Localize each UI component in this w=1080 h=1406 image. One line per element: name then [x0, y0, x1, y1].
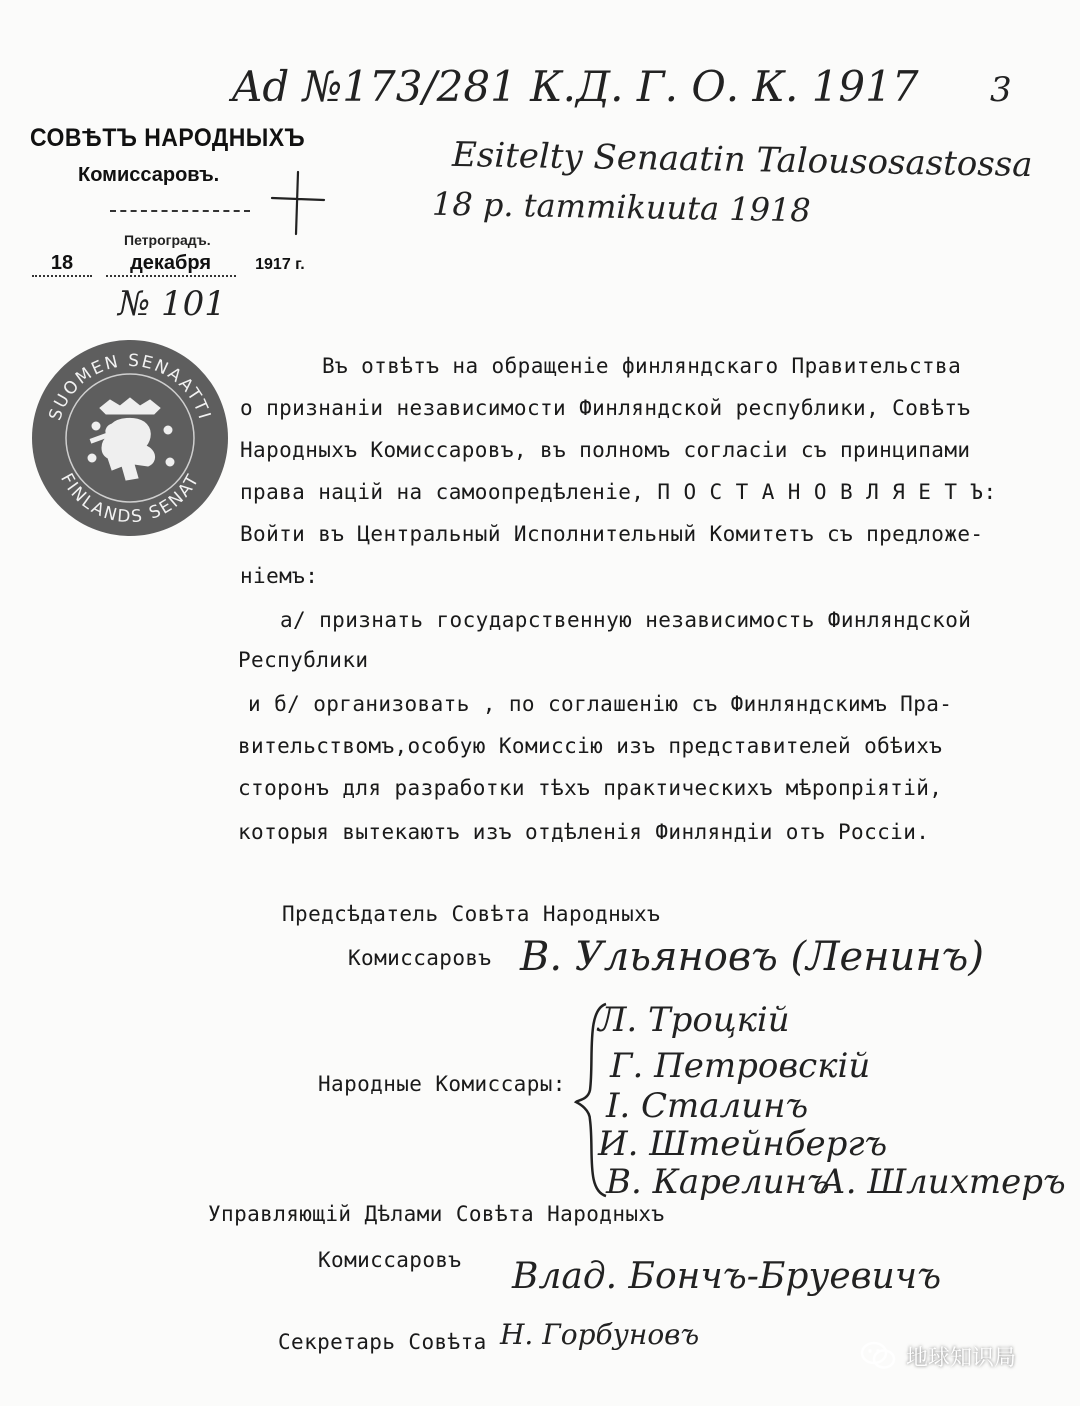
page-number: 3 [990, 70, 1012, 110]
senate-seal-icon [30, 338, 230, 538]
cross-mark-icon [268, 168, 328, 238]
chairman-label-line-1: Предсѣдатель Совѣта Народныхъ [282, 902, 661, 926]
body-line-2: о признаніи независимости Финляндской республики, Совѣтъ [240, 396, 971, 420]
body-line-3: Народныхъ Комиссаровъ, въ полномъ согласіи съ принципами [240, 438, 971, 462]
letterhead-title: СОВѢТЪ НАРОДНЫХЪ [30, 124, 306, 152]
document-number: № 101 [118, 284, 226, 324]
wechat-icon [860, 1340, 898, 1372]
secretary-signature: Н. Горбуновъ [500, 1318, 700, 1351]
document-date [32, 252, 305, 277]
date-day: 18 [32, 252, 92, 277]
manager-label-line-1: Управляющій Дѣлами Совѣта Народныхъ [208, 1202, 665, 1226]
commissar-signature-4: И. Штейнбергъ [598, 1124, 888, 1164]
secretary-label: Секретарь Совѣта [278, 1330, 487, 1354]
date-month: декабря [106, 252, 236, 277]
commissar-signature-5: В. Карелинъ [606, 1162, 830, 1202]
chairman-label-line-2: Комиссаровъ [348, 946, 492, 970]
letterhead-divider [110, 210, 250, 212]
body-line-6: ніемъ: [240, 564, 319, 588]
finnish-note-line-2: 18 p. tammikuuta 1918 [431, 184, 812, 230]
body-line-9: и б/ организовать , по соглашенію съ Финляндскимъ Пра- [248, 692, 953, 716]
body-line-8: Республики [238, 648, 369, 672]
date-year: 1917 г. [255, 256, 305, 273]
commissar-signature-2: Г. Петровскій [610, 1046, 871, 1086]
registry-annotation: Ad №173/281 К.Д. Г. О. К. 1917 [232, 62, 919, 111]
commissars-label: Народные Комиссары: [318, 1072, 566, 1096]
body-line-10: вительствомъ,особую Комиссію изъ представителей обѣихъ [238, 734, 943, 758]
chairman-signature: В. Ульяновъ (Ленинъ) [520, 934, 984, 980]
finnish-note-line-1: Esitelty Senaatin Talousosastossa [451, 134, 1033, 186]
body-line-12: которыя вытекаютъ изъ отдѣленія Финляндіи отъ Россіи. [238, 820, 930, 844]
commissar-signature-3: І. Сталинъ [606, 1086, 809, 1126]
commissar-signature-6: А. Шлихтеръ [820, 1162, 1066, 1202]
seal-bottom-text: FINLANDS SENAT [56, 470, 204, 528]
letterhead-city: Петроградъ. [124, 232, 211, 248]
commissar-signature-1: Л. Троцкій [598, 1000, 790, 1040]
body-line-5: Войти въ Центральный Исполнительный Комитетъ съ предложе- [240, 522, 984, 546]
manager-label-line-2: Комиссаровъ [318, 1248, 462, 1272]
body-line-7: а/ признать государственную независимость Финляндской [280, 608, 972, 632]
seal-top-text: SUOMEN SENAATTI [45, 350, 215, 423]
watermark-text: 地球知识局 [906, 1345, 1017, 1371]
letterhead-subtitle: Комиссаровъ. [78, 164, 220, 186]
body-line-1: Въ отвѣтъ на обращеніе финляндскаго Правительства [322, 354, 962, 378]
body-line-4: права націй на самоопредѣленіе, П О С Т А Н О В Л Я Е Т Ъ: [240, 480, 997, 504]
body-line-11: сторонъ для разработки тѣхъ практическихъ мѣропріятій, [238, 776, 943, 800]
manager-signature: Влад. Бончъ-Бруевичъ [512, 1256, 942, 1297]
source-watermark [860, 1340, 1016, 1372]
senate-seal [30, 338, 230, 538]
